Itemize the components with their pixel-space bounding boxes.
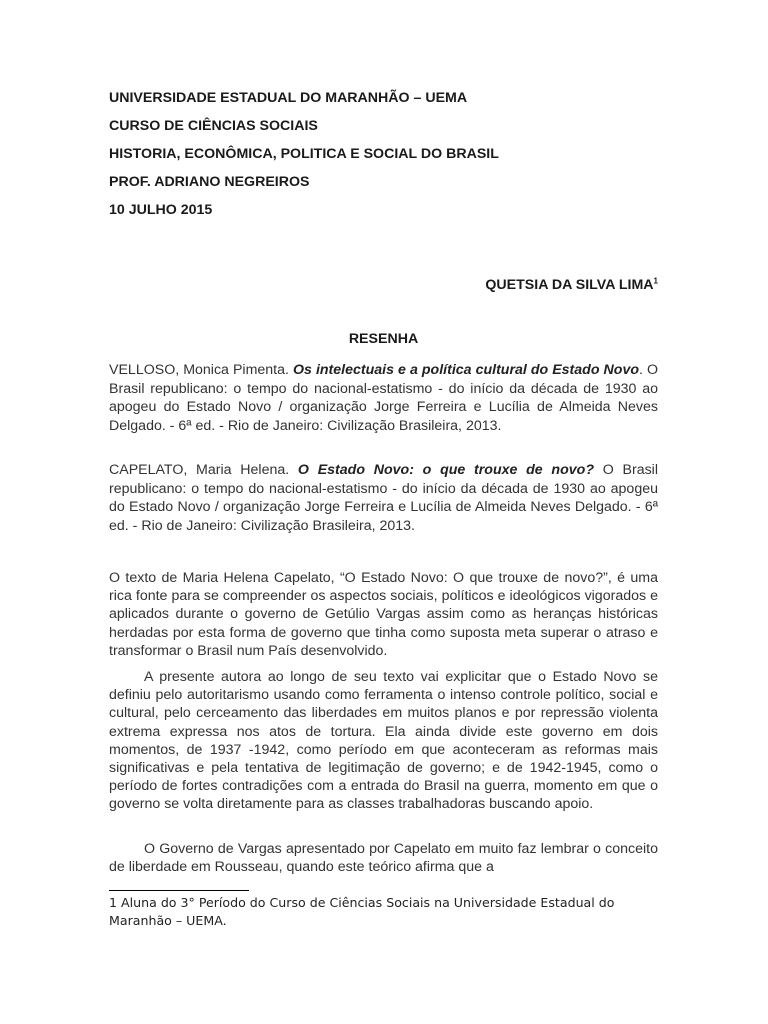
reference-1 xyxy=(109,361,658,436)
reference-2-author: CAPELATO, Maria Helena. xyxy=(109,462,298,478)
reference-1-details: . O Brasil republicano: o tempo do nacional-estatismo - do início da década de 1930 ao apogeu do Estado Novo / organização Jorge Ferreira e Lucília de Almeida Neves Delgado. - 6ª ed. - Rio de Janeiro: Civilização Brasileira, 2013. xyxy=(109,362,659,435)
footnote-text: 1 Aluna do 3° Período do Curso de Ciências Sociais na Universidade Estadual do Maranhão – UEMA. xyxy=(109,895,615,928)
body-paragraph-1: O texto de Maria Helena Capelato, “O Estado Novo: O que trouxe de novo?”, é uma rica fonte para se compreender os aspectos sociais, políticos e ideológicos vigorados e aplicados durante o governo de Getúlio Vargas assim como as heranças históricas herdadas por esta forma de governo que tinha como suposta meta superar o atraso e transformar o Brasil num País desenvolvido. xyxy=(109,570,658,659)
body-paragraph-2: A presente autora ao longo de seu texto vai explicitar que o Estado Novo se definiu pelo autoritarismo usando como ferramenta o intenso controle político, social e cultural, pelo cerceamento das liberdades em muitos planos e por repressão violenta extrema expressa nos atos de tortura. Ela ainda divide este governo em dois momentos, de 1937 -1942, como período em que aconteceram as reformas mais significativas e pela tentativa de legitimação de governo; e de 1942-1945, como o período de fortes contradições com a entrada do Brasil na guerra, momento em que o governo se volta diretamente para as classes trabalhadoras buscando apoio. xyxy=(109,669,658,813)
document-page xyxy=(109,84,659,928)
document-date: 10 JULHO 2015 xyxy=(109,202,213,218)
reference-1-title: Os intelectuais e a política cultural do Estado Novo xyxy=(293,362,639,378)
author-name-text: QUETSIA DA SILVA LIMA xyxy=(485,277,654,293)
professor-name: PROF. ADRIANO NEGREIROS xyxy=(109,174,310,190)
reference-2-details: O Brasil republicano: o tempo do nacional-estatismo - do início da década de 1930 ao apogeu do Estado Novo / organização Jorge Ferreira e Lucília de Almeida Neves Delgado. - 6ª ed. - Rio de Janeiro: Civilização Brasileira, 2013. xyxy=(109,462,658,535)
section-title: RESENHA xyxy=(348,331,419,347)
footnote-marker: 1 xyxy=(653,276,658,286)
reference-2-title: O Estado Novo: o que trouxe de novo? xyxy=(297,462,594,478)
course-name: CURSO DE CIÊNCIAS SOCIAIS xyxy=(109,118,318,134)
footnote-separator xyxy=(109,890,249,891)
university-name: UNIVERSIDADE ESTADUAL DO MARANHÃO – UEMA xyxy=(109,90,468,106)
reference-2 xyxy=(109,461,658,536)
body-paragraph-3: O Governo de Vargas apresentado por Capelato em muito faz lembrar o conceito de liberdade em Rousseau, quando este teórico afirma que a xyxy=(109,841,658,876)
reference-1-author: VELLOSO, Monica Pimenta. xyxy=(109,362,293,378)
author-name xyxy=(485,277,658,293)
subject-name: HISTORIA, ECONÔMICA, POLITICA E SOCIAL DO BRASIL xyxy=(109,146,499,162)
